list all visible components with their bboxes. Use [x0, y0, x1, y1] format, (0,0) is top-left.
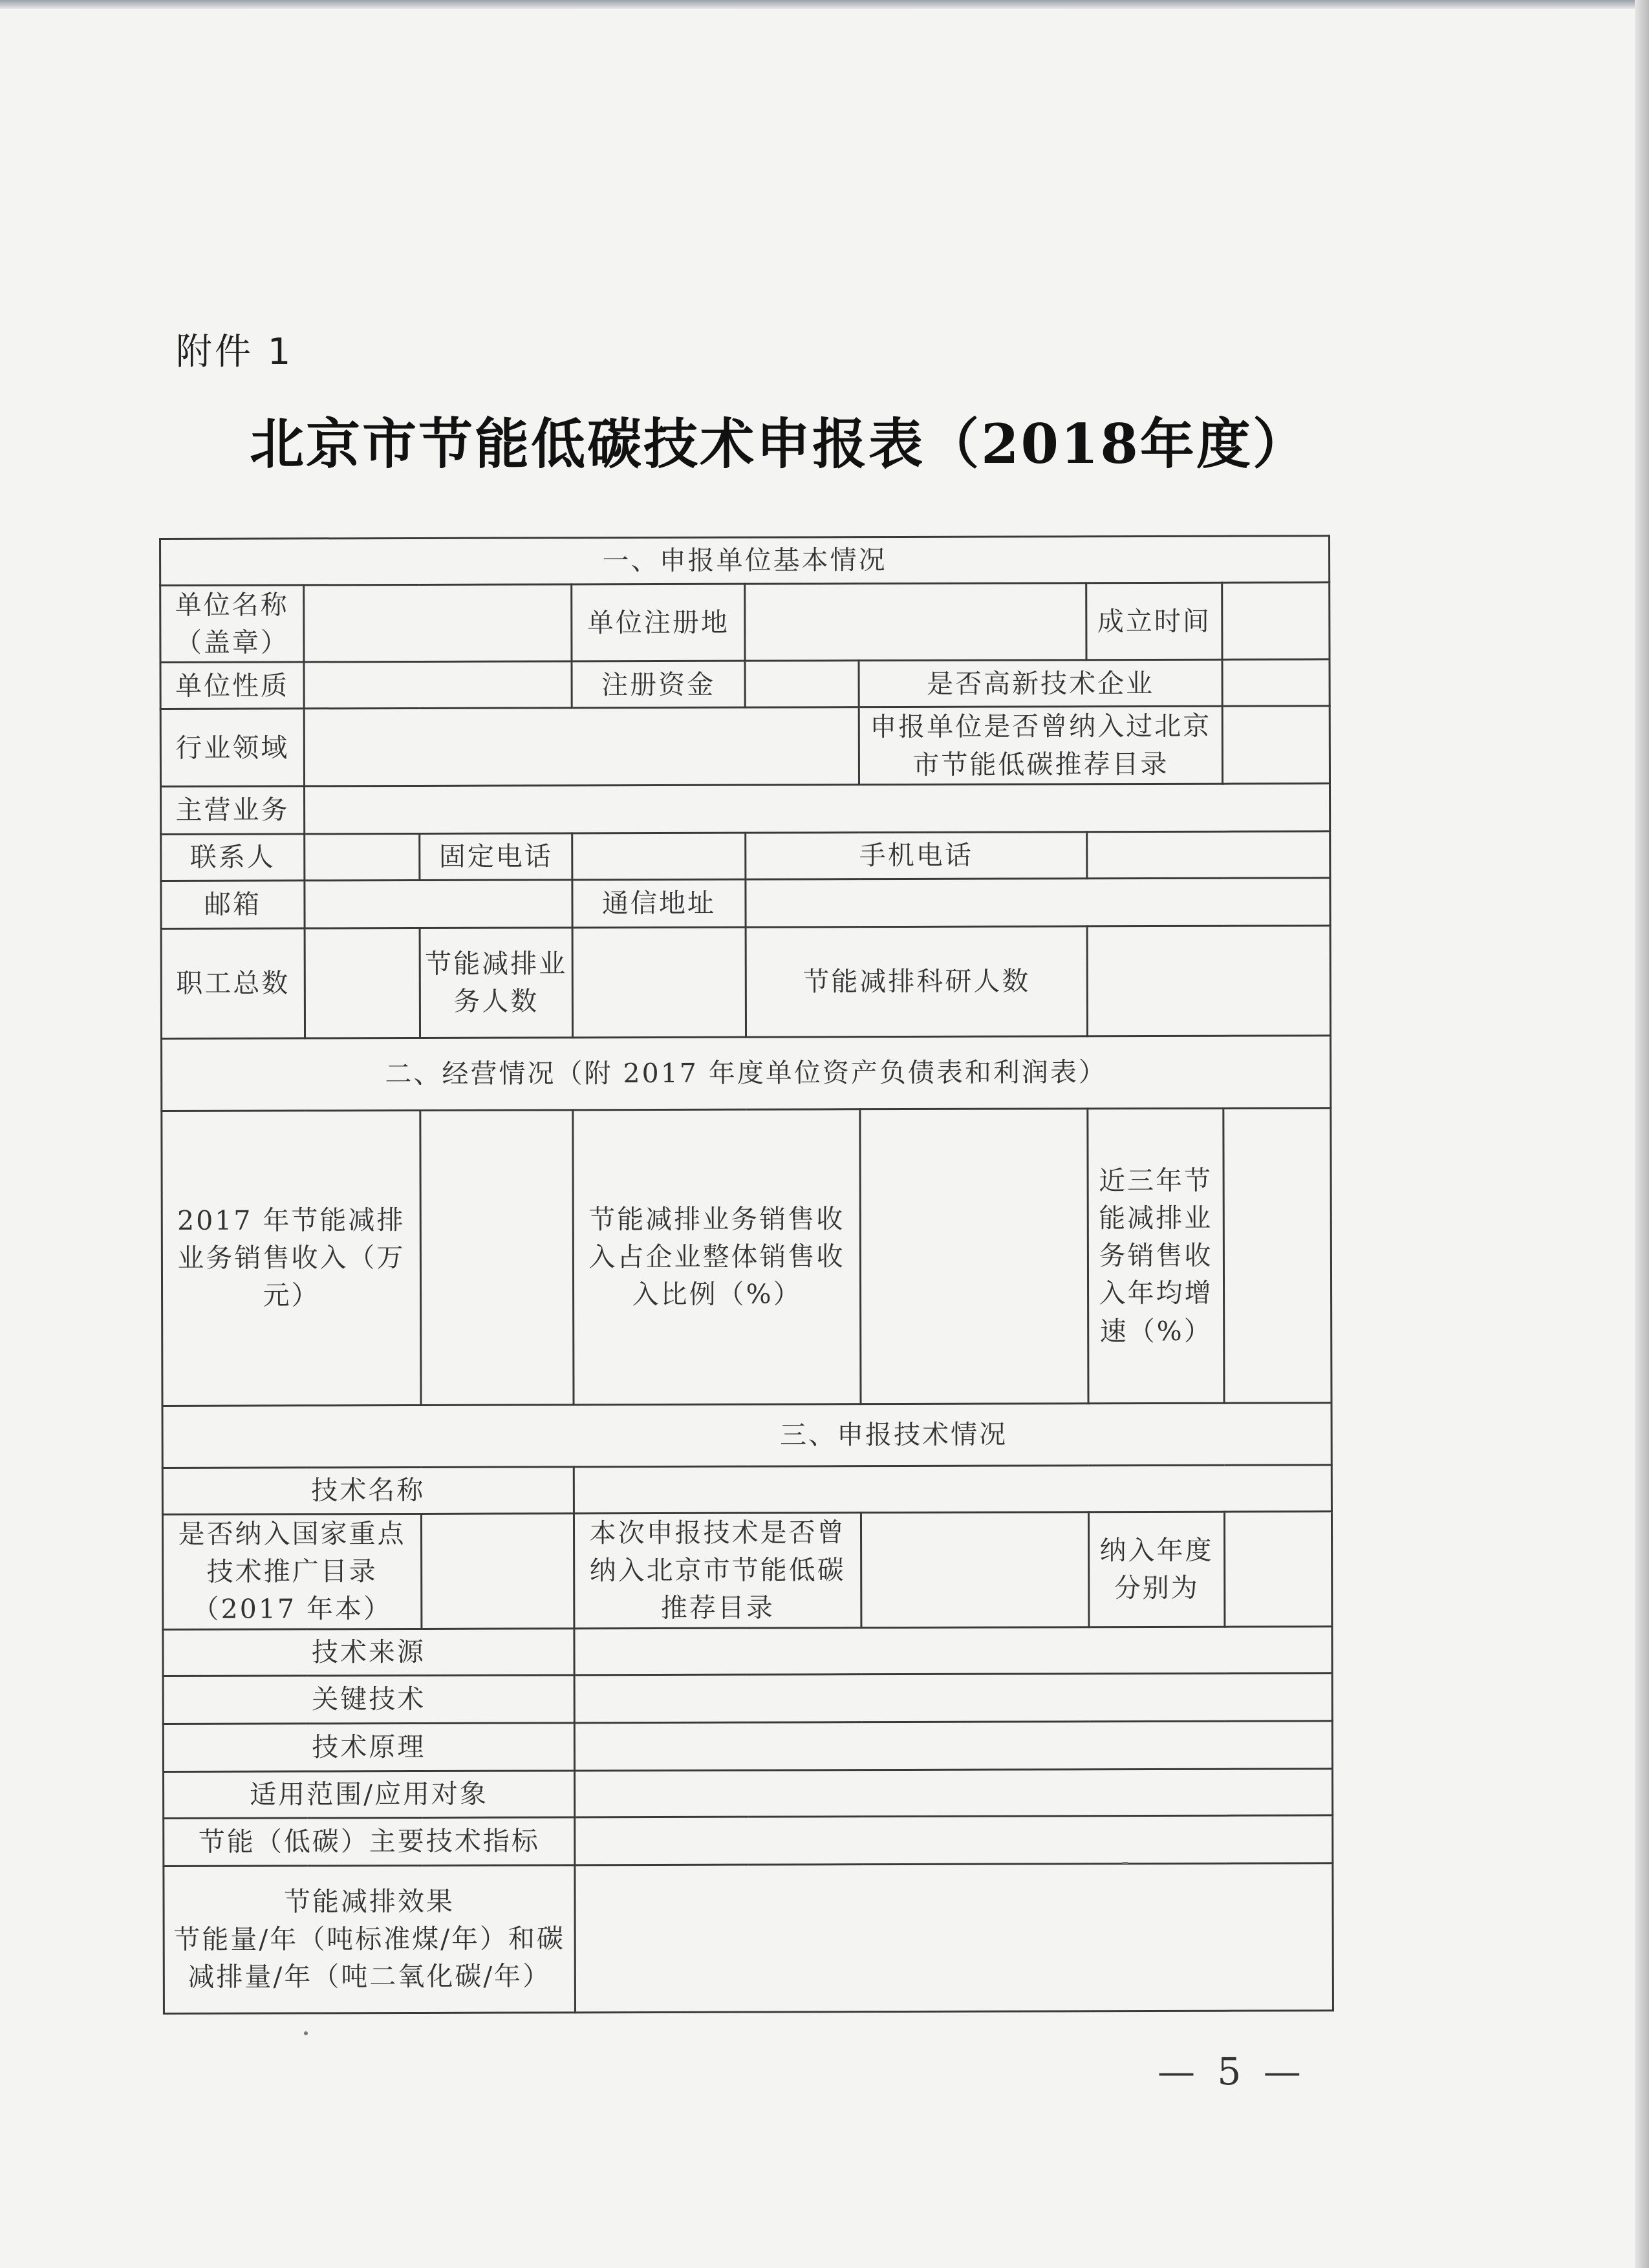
- effect-detail: 节能量/年（吨标准煤/年）和碳减排量/年（吨二氧化碳/年）: [173, 1923, 566, 1993]
- registered-place-label: 单位注册地: [572, 584, 745, 661]
- staff-total-field: [305, 928, 420, 1038]
- scope-field: [574, 1768, 1332, 1817]
- indicators-field: [575, 1815, 1333, 1865]
- scan-speck: [304, 2031, 308, 2035]
- in-catalog-before-label: 申报单位是否曾纳入过北京市节能低碳推荐目录: [859, 707, 1222, 785]
- established-time-field: [1222, 583, 1330, 660]
- landline-label: 固定电话: [420, 833, 572, 881]
- title-year: 2018: [981, 412, 1140, 476]
- unit-name-label: 单位名称（盖章）: [160, 585, 304, 663]
- scan-edge-top: [0, 0, 1649, 9]
- industry-label: 行业领域: [160, 709, 304, 786]
- scope-label: 适用范围/应用对象: [163, 1770, 574, 1818]
- national-catalog-field: [421, 1514, 574, 1629]
- beijing-catalog-field: [861, 1512, 1088, 1628]
- esr-research-staff-field: [1087, 926, 1330, 1036]
- high-tech-field: [1222, 659, 1330, 706]
- staff-total-label: 职工总数: [161, 928, 305, 1039]
- sales-2017-field: [420, 1110, 574, 1406]
- landline-field: [572, 833, 746, 880]
- unit-nature-field: [304, 661, 572, 709]
- attachment-label: 附件 1: [176, 331, 294, 373]
- sales-ratio-field: [860, 1109, 1088, 1404]
- section2-heading: 二、经营情况（附 2017 年度单位资产负债表和利润表）: [162, 1036, 1331, 1111]
- registered-capital-field: [745, 661, 859, 707]
- effect-label: [164, 1865, 576, 2013]
- tech-principle-label: 技术原理: [163, 1722, 574, 1771]
- sales-2017-label: 2017 年节能减排业务销售收入（万元）: [162, 1110, 421, 1406]
- page-number: — 5 —: [1158, 2049, 1306, 2093]
- scan-speck: [1122, 1862, 1128, 1864]
- key-tech-label: 关键技术: [163, 1674, 574, 1724]
- application-form-table: [159, 535, 1334, 2014]
- registered-place-field: [745, 583, 1086, 661]
- mobile-label: 手机电话: [746, 832, 1087, 879]
- title-tail: 年度）: [1139, 412, 1309, 476]
- established-time-label: 成立时间: [1086, 583, 1222, 660]
- main-business-field: [305, 784, 1330, 834]
- key-tech-field: [574, 1673, 1332, 1722]
- unit-nature-label: 单位性质: [160, 662, 304, 709]
- effect-title: 节能减排效果: [283, 1885, 455, 1918]
- tech-name-field: [574, 1465, 1331, 1514]
- contact-field: [305, 833, 420, 880]
- unit-name-field: [304, 584, 572, 663]
- beijing-catalog-label: 本次申报技术是否曾纳入北京市节能低碳推荐目录: [574, 1513, 861, 1629]
- years-included-label: 纳入年度分别为: [1088, 1512, 1224, 1627]
- main-business-label: 主营业务: [161, 786, 305, 835]
- address-label: 通信地址: [572, 879, 746, 928]
- mobile-field: [1087, 831, 1330, 879]
- section1-heading: 一、申报单位基本情况: [160, 536, 1330, 586]
- address-field: [746, 878, 1330, 927]
- tech-principle-field: [574, 1720, 1332, 1770]
- contact-label: 联系人: [161, 834, 305, 881]
- registered-capital-label: 注册资金: [572, 661, 745, 709]
- esr-research-staff-label: 节能减排科研人数: [746, 926, 1087, 1037]
- tech-name-label: 技术名称: [162, 1467, 574, 1515]
- page-title: [149, 401, 1410, 479]
- indicators-label: 节能（低碳）主要技术指标: [164, 1817, 575, 1866]
- high-tech-label: 是否高新技术企业: [859, 660, 1222, 707]
- section3-heading: 三、申报技术情况: [162, 1403, 1331, 1468]
- growth-3yr-label: 近三年节能减排业务销售收入年均增速（%）: [1088, 1108, 1224, 1404]
- tech-source-label: 技术来源: [163, 1628, 574, 1676]
- tech-source-field: [574, 1626, 1332, 1674]
- years-included-field: [1224, 1512, 1331, 1627]
- esr-business-staff-field: [572, 927, 746, 1038]
- sales-ratio-label: 节能减排业务销售收入占企业整体销售收入比例（%）: [573, 1109, 861, 1405]
- effect-field: [575, 1863, 1333, 2012]
- email-field: [305, 880, 572, 928]
- industry-field: [304, 707, 859, 786]
- national-catalog-label: 是否纳入国家重点技术推广目录（2017 年本）: [162, 1514, 421, 1629]
- esr-business-staff-label: 节能减排业务人数: [420, 928, 572, 1038]
- in-catalog-before-field: [1222, 706, 1330, 784]
- title-main: 北京市节能低碳技术申报表（: [250, 412, 982, 476]
- scan-edge-right: [1635, 0, 1649, 2268]
- email-label: 邮箱: [161, 881, 305, 929]
- growth-3yr-field: [1223, 1108, 1331, 1403]
